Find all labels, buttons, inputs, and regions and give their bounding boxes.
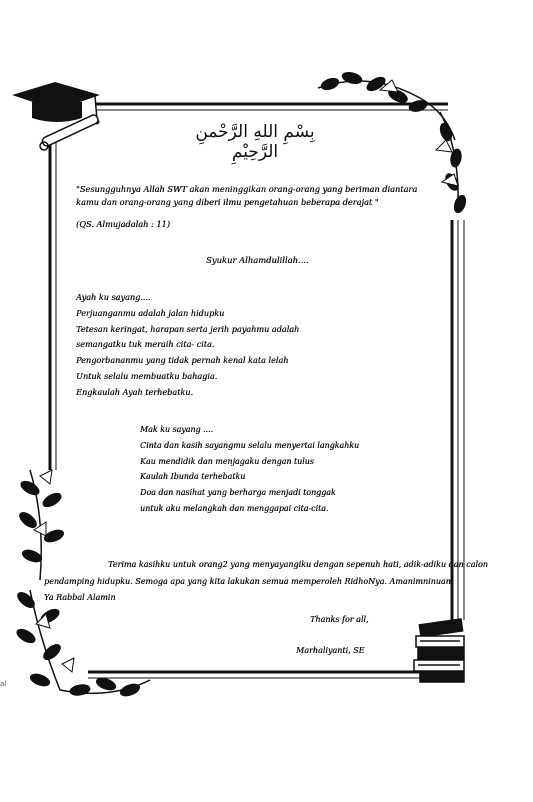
quote-source: (QS. Almujadalah : 11) bbox=[76, 219, 170, 229]
mother-line: Cinta dan kasih sayangmu selalu menyertai langkahku bbox=[140, 440, 360, 450]
quote-line: kamu dan orang-orang yang diberi ilmu pengetahuan beberapa derajat " bbox=[76, 197, 379, 207]
father-line: Pengorbananmu yang tidak pernah kenal kata lelah bbox=[76, 355, 289, 366]
mother-line: Doa dan nasihat yang berharga menjadi tonggak bbox=[140, 488, 336, 498]
edge-mark: al bbox=[0, 680, 7, 688]
father-line: Tetesan keringat, harapan serta jerih payahmu adalah bbox=[76, 323, 300, 334]
father-line: Perjuanganmu adalah jalan hidupku bbox=[76, 307, 225, 318]
father-line: Engkaulah Ayah terhebatku. bbox=[76, 386, 194, 397]
graduation-cap-icon bbox=[12, 82, 100, 150]
books-stack-icon bbox=[414, 619, 464, 682]
mother-line: untuk aku melangkah dan menggapai cita-cita. bbox=[140, 503, 329, 513]
father-line: semangatku tuk meraih cita- cita. bbox=[76, 339, 215, 350]
thanks-paragraph bbox=[44, 557, 488, 607]
father-line: Untuk selalu membuatku bahagia. bbox=[76, 370, 218, 381]
father-dedication bbox=[76, 290, 336, 401]
father-line: Ayah ku sayang.... bbox=[76, 292, 151, 302]
quote-line: "Sesungguhnya Allah SWT akan meninggikan orang-orang yang beriman diantara bbox=[76, 184, 418, 194]
mother-line: Kau mendidik dan menjagaku dengan tulus bbox=[140, 456, 314, 466]
syukur-heading: Syukur Alhamdulillah.... bbox=[206, 255, 309, 265]
mother-line: Mak ku sayang .... bbox=[140, 425, 214, 434]
thanks-line: pendamping hidupku. Semoga apa yang kita lakukan semua memperoleh RidhoNya. Amanimninuan bbox=[44, 576, 451, 586]
bismillah-calligraphy: بِسْمِ اللهِ الرَّحْمنِ الرَّحِيْمِ bbox=[195, 122, 315, 162]
signature-name: Marhaliyanti, SE bbox=[296, 646, 365, 655]
thanks-line: Terima kasihku untuk orang2 yang menyayangiku dengan sepenuh hati, adik-adiku dan calon bbox=[108, 560, 488, 569]
quote-text bbox=[76, 183, 416, 209]
floral-left-middle bbox=[17, 470, 65, 580]
thanks-for-all: Thanks for all, bbox=[310, 615, 369, 624]
mother-dedication bbox=[140, 422, 420, 517]
thanks-line: Ya Rabbal Alamin bbox=[44, 593, 116, 602]
mother-line: Kaulah Ibunda terhebatku bbox=[140, 472, 246, 482]
